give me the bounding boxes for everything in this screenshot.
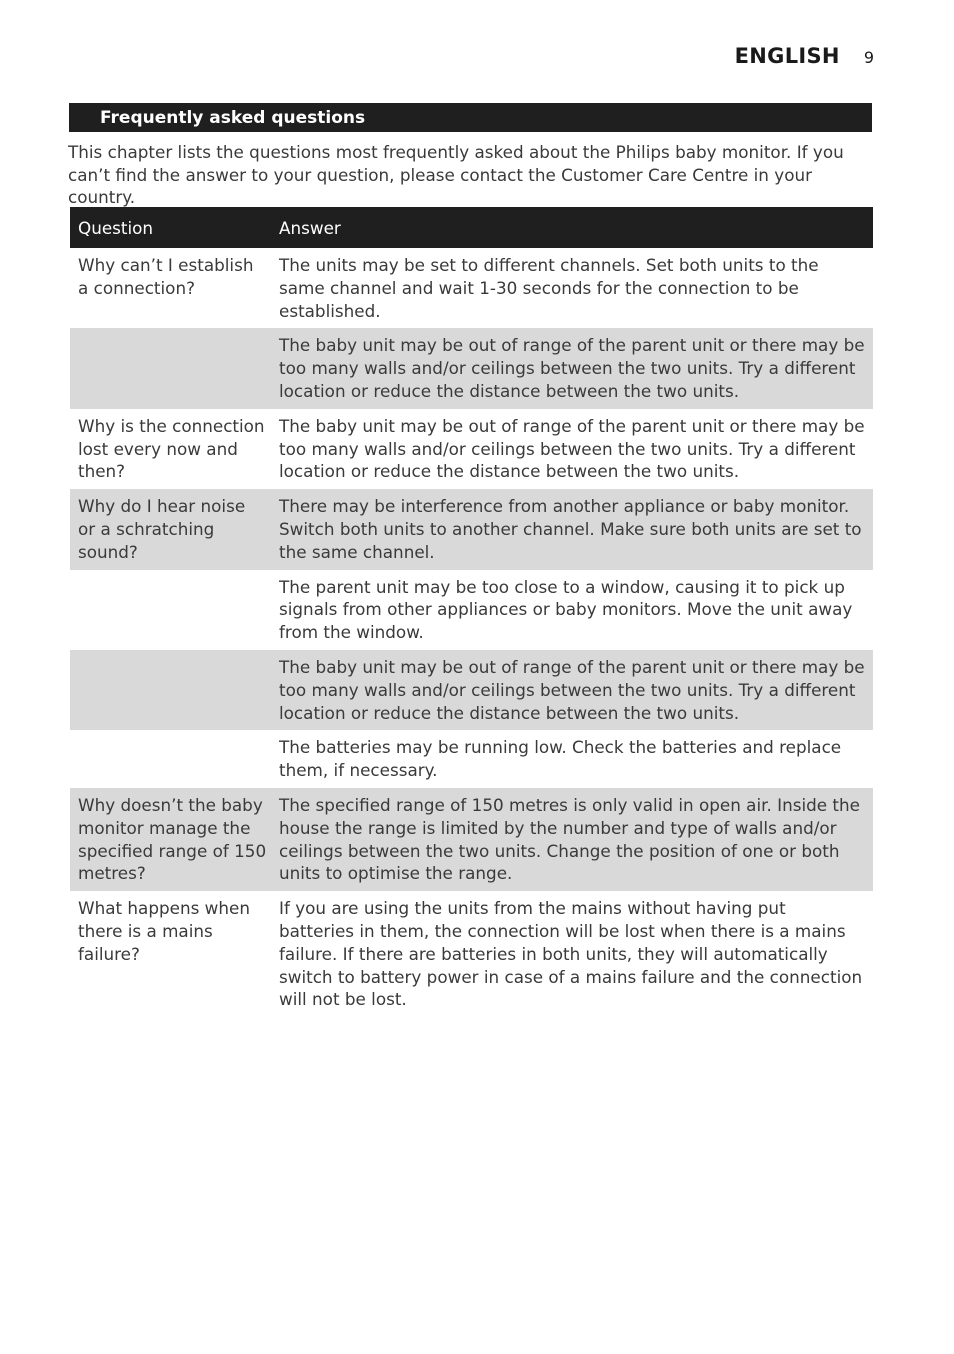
table-row	[70, 409, 873, 489]
answer-cell: There may be interference from another appliance or baby monitor. Switch both units to another channel. Make sure both units are set to the same channel.	[271, 489, 873, 569]
answer-cell: The baby unit may be out of range of the parent unit or there may be too many walls and/or ceilings between the two units. Try a different location or reduce the distance between the two units.	[279, 415, 865, 482]
language-label: ENGLISH	[734, 44, 840, 68]
intro-paragraph: This chapter lists the questions most frequently asked about the Philips baby monitor. If you can’t find the answer to your question, please contact the Customer Care Centre in your country.	[68, 142, 844, 207]
table-row	[70, 248, 873, 328]
faq-table	[70, 207, 873, 1017]
column-header-answer: Answer	[271, 207, 873, 248]
table-row	[70, 730, 873, 788]
question-cell	[70, 730, 271, 788]
answer-cell: The parent unit may be too close to a window, causing it to pick up signals from other appliances or baby monitors. Move the unit away from the window.	[279, 576, 853, 643]
question-cell	[70, 650, 271, 730]
table-header-row	[70, 207, 873, 248]
answer-cell: The specified range of 150 metres is only valid in open air. Inside the house the range is limited by the number and type of walls and/or ceilings between the two units. Change the position of one or both units to optimise the range.	[271, 788, 873, 891]
question-cell: Why doesn’t the baby monitor manage the specified range of 150 metres?	[70, 788, 271, 891]
question-cell: What happens when there is a mains failure?	[78, 898, 251, 964]
table-row	[70, 788, 873, 891]
table-row	[70, 328, 873, 408]
question-cell: Why can’t I establish a connection?	[78, 255, 254, 298]
answer-cell: The units may be set to different channels. Set both units to the same channel and wait 1-30 seconds for the connection to be established.	[279, 255, 819, 321]
table-row	[70, 891, 873, 1017]
section-heading-bar	[69, 103, 872, 132]
answer-cell: The baby unit may be out of range of the parent unit or there may be too many walls and/or ceilings between the two units. Try a different location or reduce the distance between the two units.	[271, 650, 873, 730]
question-cell: Why do I hear noise or a schratching sound?	[70, 489, 271, 569]
answer-cell: The batteries may be running low. Check the batteries and replace them, if necessary.	[279, 737, 842, 781]
question-cell	[70, 328, 271, 408]
question-cell	[70, 570, 271, 650]
table-row	[70, 650, 873, 730]
page-header	[735, 44, 874, 68]
table-row	[70, 489, 873, 569]
section-title: Frequently asked questions	[100, 107, 366, 128]
table-row	[70, 570, 873, 650]
answer-cell: The baby unit may be out of range of the parent unit or there may be too many walls and/or ceilings between the two units. Try a different location or reduce the distance between the two units.	[271, 328, 873, 408]
question-cell: Why is the connection lost every now and then?	[78, 415, 265, 482]
answer-cell: If you are using the units from the mains without having put batteries in them, the connection will be lost when there is a mains failure. If there are batteries in both units, they will automatically switch to battery power in case of a mains failure and the connection will not be lost.	[279, 898, 863, 1010]
page-number: 9	[863, 48, 874, 67]
column-header-question: Question	[70, 207, 271, 248]
